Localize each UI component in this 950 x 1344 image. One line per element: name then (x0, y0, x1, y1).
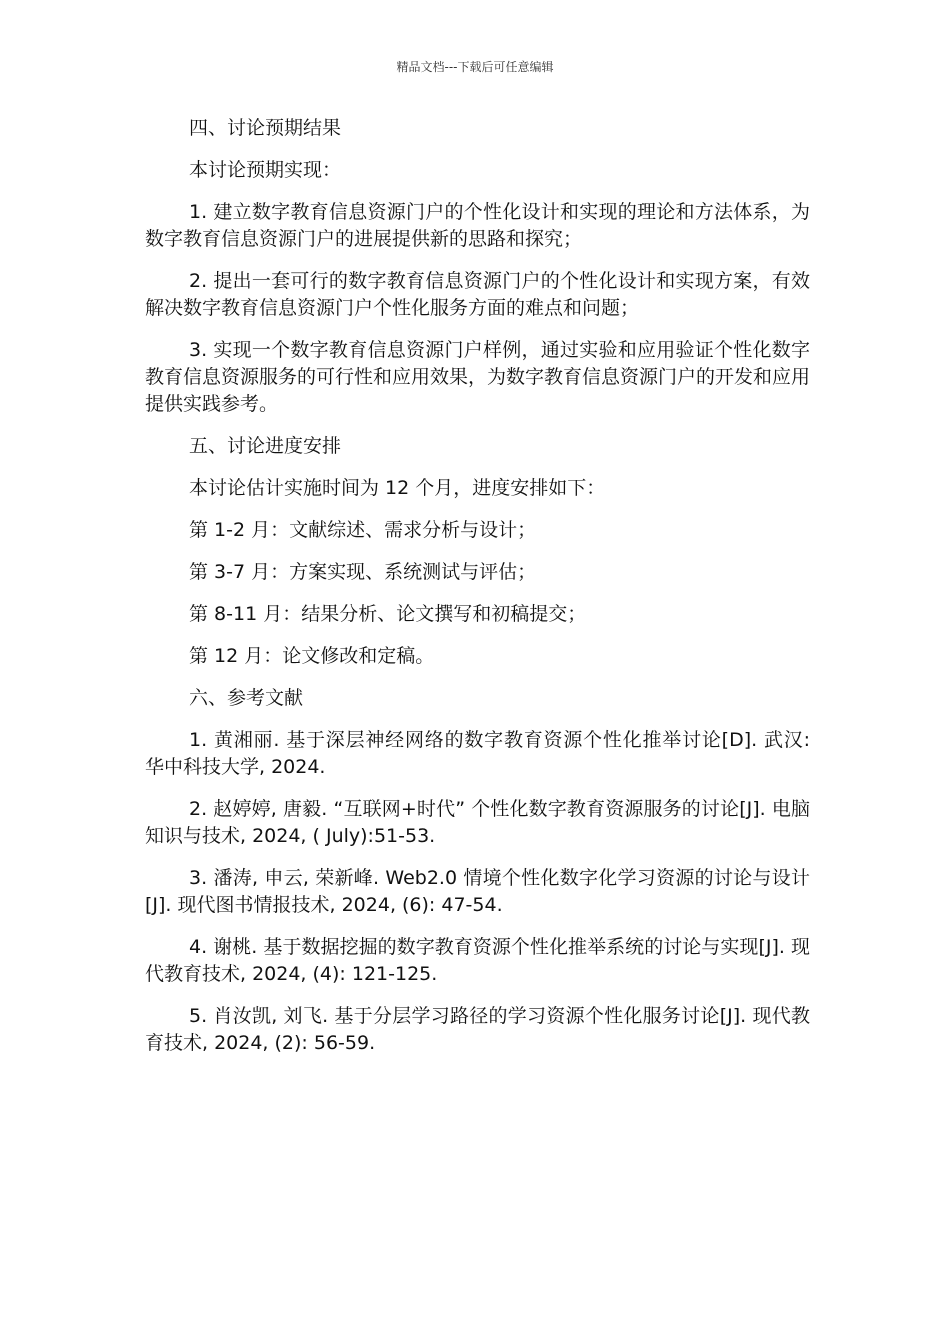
section-5-heading: 五、讨论进度安排 (189, 435, 342, 457)
schedule-item-2: 第 3-7 月：方案实现、系统测试与评估； (189, 561, 537, 583)
schedule-item-3: 第 8-11 月：结果分析、论文撰写和初稿提交； (189, 603, 587, 625)
reference-5: 5. 肖汝凯, 刘飞. 基于分层学习路径的学习资源个性化服务讨论[J]. 现代教育技术, 2024, (2): 56-59. (145, 1005, 810, 1054)
schedule-item-4: 第 12 月：论文修改和定稿。 (189, 645, 435, 667)
section-4-heading: 四、讨论预期结果 (189, 117, 342, 139)
section-6-heading: 六、参考文献 (189, 687, 304, 709)
expected-result-1: 1. 建立数字教育信息资源门户的个性化设计和实现的理论和方法体系，为数字教育信息资源门户的进展提供新的思路和探究； (145, 201, 810, 250)
section-4-intro: 本讨论预期实现： (189, 159, 342, 181)
section-5-intro: 本讨论估计实施时间为 12 个月，进度安排如下： (189, 477, 606, 499)
document-body (145, 115, 810, 1072)
schedule-item-1: 第 1-2 月：文献综述、需求分析与设计； (189, 519, 537, 541)
reference-1: 1. 黄湘丽. 基于深层神经网络的数字教育资源个性化推举讨论[D]. 武汉: 华中科技大学, 2024. (145, 729, 810, 778)
reference-4: 4. 谢桃. 基于数据挖掘的数字教育资源个性化推举系统的讨论与实现[J]. 现代教育技术, 2024, (4): 121-125. (145, 936, 810, 985)
expected-result-3: 3. 实现一个数字教育信息资源门户样例，通过实验和应用验证个性化数字教育信息资源服务的可行性和应用效果，为数字教育信息资源门户的开发和应用提供实践参考。 (145, 339, 811, 415)
page-header: 精品文档---下载后可任意编辑 (396, 60, 554, 74)
reference-3: 3. 潘涛, 申云, 荣新峰. Web2.0 情境个性化数字化学习资源的讨论与设计[J]. 现代图书情报技术, 2024, (6): 47-54. (145, 867, 810, 916)
expected-result-2: 2. 提出一套可行的数字教育信息资源门户的个性化设计和实现方案，有效解决数字教育信息资源门户个性化服务方面的难点和问题； (145, 270, 810, 319)
reference-2: 2. 赵婷婷, 唐毅. “互联网+时代” 个性化数字教育资源服务的讨论[J]. 电脑知识与技术, 2024, ( July):51-53. (145, 798, 810, 847)
